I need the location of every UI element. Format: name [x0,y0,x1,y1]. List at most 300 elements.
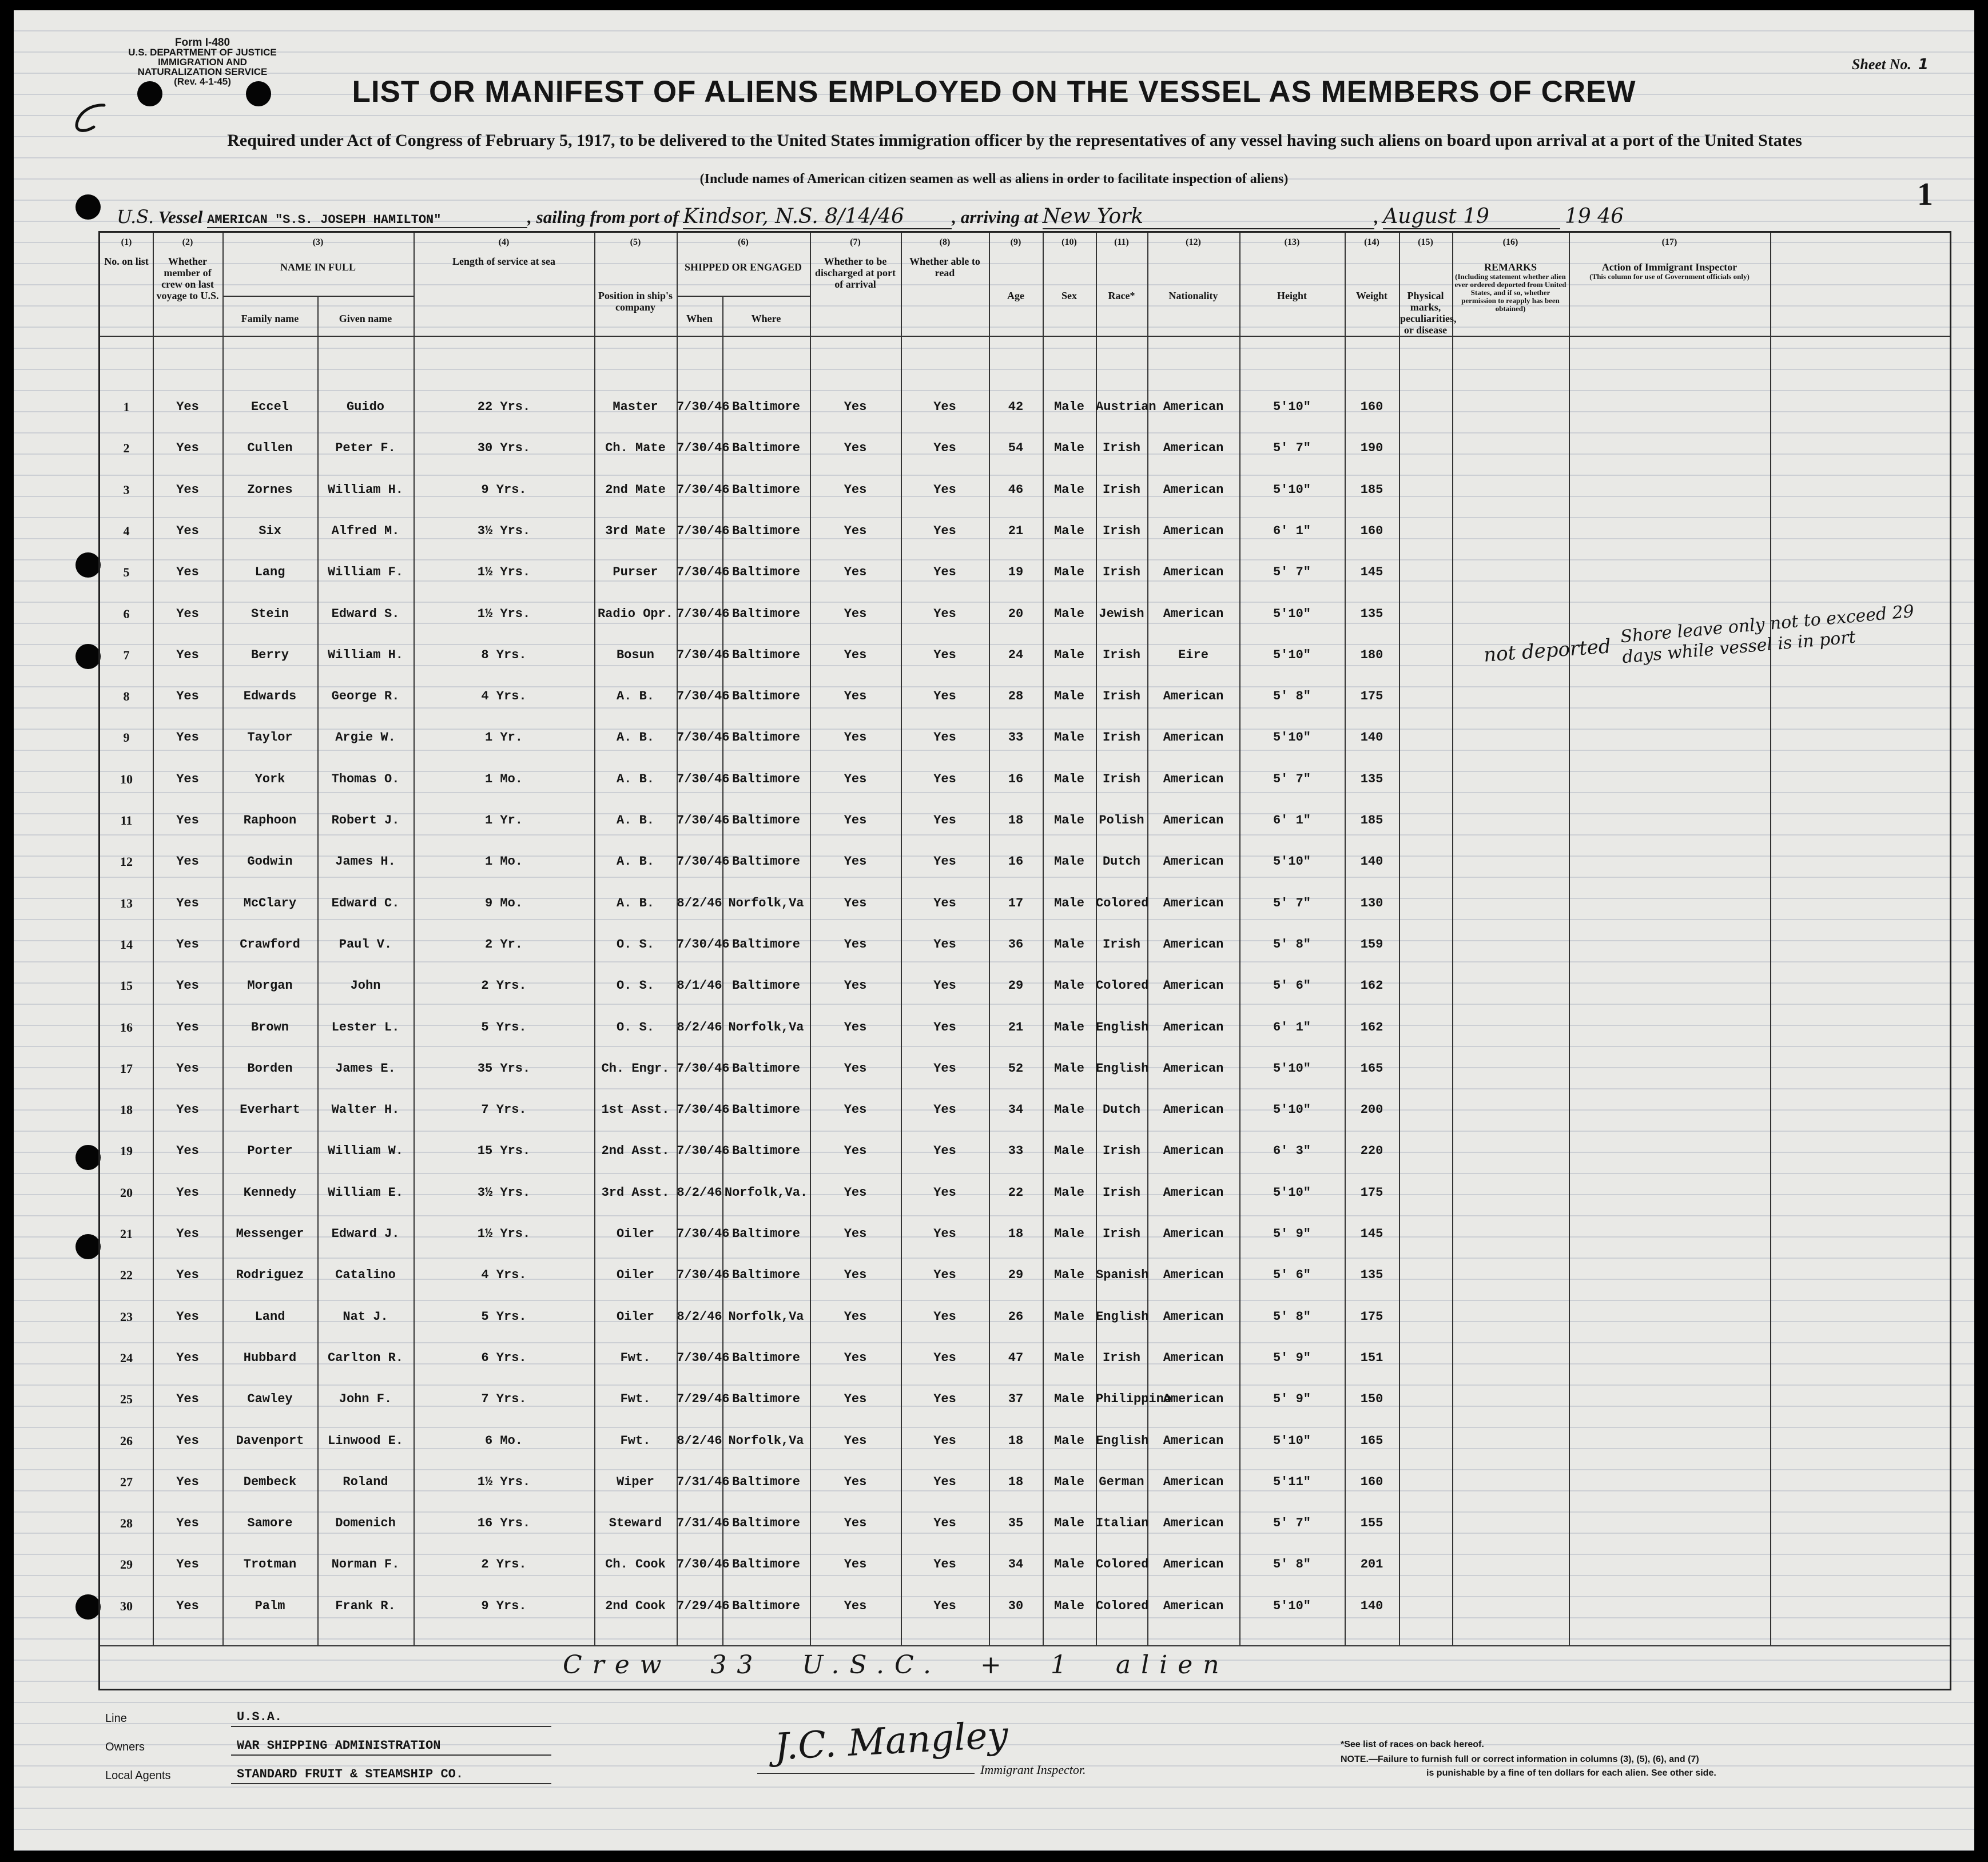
row-rule [100,1645,1950,1646]
cell-position: Fwt. [620,1350,651,1365]
column-number: (12) [1186,237,1201,247]
cell-given: William H. [327,482,404,497]
cell-age: 16 [1008,854,1024,869]
cell-position: O. S. [616,978,654,993]
page-subtitle: Required under Act of Congress of February 5, 1917, to be delivered to the United States immigration officer by the representatives of any vessel having such aliens on board upon arrival at a port of the United States [227,131,1802,150]
cell-where: Baltimore [732,1557,800,1572]
cell-where: Norfolk,Va [728,1433,804,1448]
cell-disch: Yes [844,1227,867,1241]
cell-read: Yes [933,730,956,745]
cell-race: English [1096,1020,1149,1035]
cell-where: Norfolk,Va [728,1020,804,1035]
cell-read: Yes [933,771,956,786]
cell-race: Irish [1102,565,1140,580]
cell-race: Irish [1102,1350,1140,1365]
cell-sex: Male [1054,771,1084,786]
cell-where: Baltimore [732,1598,800,1613]
cell-service: 2 Yr. [484,937,523,952]
cell-service: 2 Yrs. [481,978,527,993]
cell-given: James H. [335,854,396,869]
cell-when: 8/1/46 [677,978,722,993]
cell-sex: Male [1054,482,1084,497]
cell-disch: Yes [844,1268,867,1283]
cell-weight: 190 [1360,441,1383,456]
cell-read: Yes [933,482,956,497]
cell-height: 5' 6" [1273,1268,1311,1283]
cell-disch: Yes [844,1061,867,1076]
cell-where: Baltimore [732,647,800,662]
column-header: Physical marks, peculiarities, or disease [1400,290,1457,336]
column-number: (17) [1661,237,1677,247]
cell-height: 5' 7" [1273,896,1311,910]
divider [231,1754,551,1756]
cell-sex: Male [1054,606,1084,621]
cell-when: 7/30/46 [677,400,730,414]
column-number: (14) [1364,237,1379,247]
cell-disch: Yes [844,1309,867,1324]
cell-disch: Yes [844,565,867,580]
cell-disch: Yes [844,1433,867,1448]
cell-given: William H. [327,647,404,662]
column-number: (1) [121,237,132,247]
cell-where: Baltimore [732,441,800,456]
column-header: Whether member of crew on last voyage to U.S. [156,256,219,301]
cell-where: Baltimore [732,813,800,827]
cell-sex: Male [1054,1516,1084,1531]
cell-when: 7/30/46 [677,689,730,704]
cell-height: 6' 1" [1273,523,1311,538]
cell-age: 22 [1008,1185,1024,1200]
cell-read: Yes [933,400,956,414]
crew-table [98,231,1951,1690]
cell-where: Baltimore [732,1061,800,1076]
cell-where: Baltimore [732,1474,800,1489]
cell-family: Everhart [240,1103,300,1117]
cell-given: Paul V. [339,937,392,952]
cell-age: 35 [1008,1516,1024,1531]
cell-when: 7/30/46 [677,1227,730,1241]
cell-when: 7/30/46 [677,1557,730,1572]
cell-when: 7/29/46 [677,1392,730,1407]
cell-height: 5' 6" [1273,978,1311,993]
cell-no: 16 [120,1020,133,1035]
cell-family: Cawley [247,1392,293,1407]
cell-disch: Yes [844,1020,867,1035]
remark-shore-leave: Shore leave only not to exceed 29 days while vessel is in port [1619,601,1915,668]
cell-family: Morgan [247,978,293,993]
column-rule [1399,233,1400,1645]
cell-position: O. S. [616,937,654,952]
cell-service: 35 Yrs. [477,1061,531,1076]
vessel-name: AMERICAN "S.S. JOSEPH HAMILTON" [207,213,527,228]
cell-nat: American [1163,606,1224,621]
cell-prev: Yes [176,1227,199,1241]
cell-when: 7/30/46 [677,523,730,538]
races-note: *See list of races on back hereof. [1341,1740,1484,1749]
cell-service: 1½ Yrs. [477,565,531,580]
cell-weight: 155 [1360,1516,1383,1531]
cell-height: 5' 9" [1273,1392,1311,1407]
cell-family: Lang [255,565,285,580]
cell-given: Domenich [335,1516,396,1531]
cell-when: 7/30/46 [677,1061,730,1076]
cell-given: Guido [346,400,384,414]
cell-given: Norman F. [331,1557,400,1572]
cell-service: 3½ Yrs. [477,523,531,538]
cell-sex: Male [1054,854,1084,869]
cell-when: 8/2/46 [677,1185,722,1200]
cell-weight: 140 [1360,854,1383,869]
cell-service: 9 Mo. [484,896,523,910]
cell-prev: Yes [176,813,199,827]
cell-height: 5'10" [1273,1598,1311,1613]
cell-height: 6' 3" [1273,1144,1311,1159]
cell-prev: Yes [176,606,199,621]
cell-where: Baltimore [732,565,800,580]
cell-position: A. B. [616,689,654,704]
cell-no: 30 [120,1598,133,1613]
cell-where: Baltimore [732,1516,800,1531]
cell-sex: Male [1054,1309,1084,1324]
cell-where: Baltimore [732,400,800,414]
cell-position: Oiler [616,1227,654,1241]
punch-hole-icon [75,1234,101,1259]
cell-weight: 150 [1360,1392,1383,1407]
cell-nat: American [1163,1557,1224,1572]
cell-given: James E. [335,1061,396,1076]
cell-race: Irish [1102,647,1140,662]
cell-race: German [1099,1474,1144,1489]
column-number: (4) [498,237,510,247]
cell-weight: 165 [1360,1061,1383,1076]
column-subheader: Family name [241,313,299,324]
cell-disch: Yes [844,937,867,952]
cell-disch: Yes [844,1185,867,1200]
cell-read: Yes [933,854,956,869]
cell-age: 42 [1008,400,1024,414]
cell-when: 7/30/46 [677,647,730,662]
column-header: SHIPPED OR ENGAGED [684,261,802,273]
cell-where: Baltimore [732,771,800,786]
cell-nat: American [1163,1516,1224,1531]
cell-weight: 151 [1360,1350,1383,1365]
page-subtitle-note: (Include names of American citizen seamen as well as aliens in order to facilitate inspection of aliens) [699,172,1289,186]
cell-family: McClary [243,896,297,910]
agents-value: STANDARD FRUIT & STEAMSHIP CO. [237,1767,464,1781]
cell-read: Yes [933,1103,956,1117]
cell-height: 5' 7" [1273,1516,1311,1531]
column-number: (8) [939,237,951,247]
column-header: Height [1277,290,1307,301]
cell-disch: Yes [844,606,867,621]
cell-nat: American [1163,854,1224,869]
cell-age: 26 [1008,1309,1024,1324]
cell-sex: Male [1054,937,1084,952]
cell-no: 14 [120,937,133,952]
cell-weight: 175 [1360,1309,1383,1324]
cell-where: Norfolk,Va [728,896,804,910]
cell-nat: American [1163,1392,1224,1407]
cell-sex: Male [1054,400,1084,414]
cell-race: Philippino [1096,1392,1172,1407]
column-number: (7) [850,237,861,247]
cell-when: 8/2/46 [677,1309,722,1324]
column-header: Length of service at sea [452,256,555,267]
cell-when: 7/30/46 [677,1268,730,1283]
cell-given: Catalino [335,1268,396,1283]
cell-family: Dembeck [243,1474,297,1489]
column-header: Race* [1108,290,1135,301]
cell-no: 2 [123,441,130,456]
cell-position: A. B. [616,813,654,827]
cell-age: 34 [1008,1103,1024,1117]
cell-given: Edward J. [331,1227,400,1241]
cell-service: 4 Yrs. [481,1268,527,1283]
cell-family: Samore [247,1516,293,1531]
cell-prev: Yes [176,1516,199,1531]
cell-read: Yes [933,978,956,993]
cell-read: Yes [933,937,956,952]
cell-disch: Yes [844,1103,867,1117]
cell-service: 1½ Yrs. [477,1227,531,1241]
cell-read: Yes [933,1185,956,1200]
cell-given: John [350,978,381,993]
cell-disch: Yes [844,400,867,414]
cell-race: Colored [1096,978,1149,993]
cell-nat: American [1163,813,1224,827]
cell-read: Yes [933,813,956,827]
cell-nat: American [1163,771,1224,786]
cell-prev: Yes [176,565,199,580]
column-rule [1770,233,1771,1645]
cell-service: 9 Yrs. [481,482,527,497]
cell-family: Stein [251,606,289,621]
cell-where: Baltimore [732,937,800,952]
cell-read: Yes [933,1598,956,1613]
cell-height: 5'10" [1273,1061,1311,1076]
cell-position: Ch. Mate [605,441,666,456]
cell-race: Irish [1102,1185,1140,1200]
cell-disch: Yes [844,647,867,662]
cell-position: Steward [609,1516,662,1531]
cell-no: 7 [123,647,130,662]
punch-hole-icon [75,1145,101,1170]
cell-weight: 135 [1360,606,1383,621]
cell-given: Alfred M. [331,523,400,538]
cell-family: Taylor [247,730,293,745]
cell-sex: Male [1054,1392,1084,1407]
cell-disch: Yes [844,771,867,786]
punch-hole-icon [75,552,101,578]
cell-service: 15 Yrs. [477,1144,531,1159]
cell-age: 28 [1008,689,1024,704]
cell-read: Yes [933,1227,956,1241]
cell-service: 7 Yrs. [481,1103,527,1117]
cell-height: 5' 7" [1273,771,1311,786]
punch-hole-icon [75,1594,101,1620]
cell-family: Borden [247,1061,293,1076]
cell-when: 8/2/46 [677,1020,722,1035]
cell-prev: Yes [176,1474,199,1489]
cell-race: Irish [1102,1227,1140,1241]
punch-hole-icon [75,194,101,220]
cell-disch: Yes [844,482,867,497]
cell-no: 1 [123,400,130,414]
cell-age: 20 [1008,606,1024,621]
cell-race: Irish [1102,937,1140,952]
cell-sex: Male [1054,1185,1084,1200]
signature-line [757,1773,975,1774]
cell-prev: Yes [176,1392,199,1407]
cell-read: Yes [933,1268,956,1283]
cell-family: Six [259,523,281,538]
cell-nat: American [1163,1185,1224,1200]
cell-sex: Male [1054,896,1084,910]
cell-when: 7/30/46 [677,1350,730,1365]
cell-service: 1 Yr. [484,813,523,827]
cell-prev: Yes [176,730,199,745]
cell-sex: Male [1054,647,1084,662]
cell-weight: 200 [1360,1103,1383,1117]
cell-position: A. B. [616,896,654,910]
cell-prev: Yes [176,1309,199,1324]
cell-age: 19 [1008,565,1024,580]
cell-sex: Male [1054,689,1084,704]
cell-when: 7/30/46 [677,606,730,621]
cell-nat: American [1163,1474,1224,1489]
cell-position: Oiler [616,1268,654,1283]
cell-race: Colored [1096,1557,1149,1572]
cell-height: 5'10" [1273,482,1311,497]
column-subheader: Given name [339,313,392,324]
cell-height: 5'10" [1273,606,1311,621]
cell-service: 1½ Yrs. [477,606,531,621]
cell-nat: American [1163,1144,1224,1159]
cell-weight: 140 [1360,730,1383,745]
cell-weight: 160 [1360,1474,1383,1489]
arriving-port: New York [1043,205,1374,229]
cell-nat: American [1163,1020,1224,1035]
cell-position: 3rd Asst. [601,1185,670,1200]
cell-no: 26 [120,1433,133,1448]
cell-nat: American [1163,978,1224,993]
cell-height: 6' 1" [1273,1020,1311,1035]
cell-no: 9 [123,730,130,745]
cell-prev: Yes [176,1020,199,1035]
page-mark: 1 [1917,177,1933,212]
cell-sex: Male [1054,1350,1084,1365]
cell-no: 12 [120,854,133,869]
cell-service: 8 Yrs. [481,647,527,662]
crew-total-note: Crew 33 U.S.C. + 1 alien [563,1650,1230,1680]
cell-sex: Male [1054,1020,1084,1035]
cell-race: Irish [1102,523,1140,538]
cell-prev: Yes [176,441,199,456]
cell-disch: Yes [844,730,867,745]
manifest-sheet [14,10,1974,1851]
cell-position: O. S. [616,1020,654,1035]
cell-prev: Yes [176,1433,199,1448]
cell-read: Yes [933,441,956,456]
cell-family: Kennedy [243,1185,297,1200]
cell-weight: 201 [1360,1557,1383,1572]
cell-prev: Yes [176,647,199,662]
column-header: Age [1007,290,1024,301]
cell-prev: Yes [176,1268,199,1283]
cell-family: Davenport [236,1433,304,1448]
cell-no: 29 [120,1557,133,1572]
cell-no: 28 [120,1516,133,1531]
form-identifier: Form I-480 U.S. DEPARTMENT OF JUSTICE IMMIGRATION AND NATURALIZATION SERVICE (Rev. 4-1-45) [128,37,277,87]
cell-race: English [1096,1061,1149,1076]
inspector-label: Immigrant Inspector. [980,1762,1086,1777]
cell-prev: Yes [176,400,199,414]
cell-weight: 175 [1360,1185,1383,1200]
cell-read: Yes [933,1474,956,1489]
cell-prev: Yes [176,482,199,497]
cell-service: 3½ Yrs. [477,1185,531,1200]
cell-prev: Yes [176,523,199,538]
cell-position: Radio Opr. [597,606,674,621]
cell-no: 25 [120,1392,133,1407]
column-number: (10) [1061,237,1077,247]
cell-prev: Yes [176,937,199,952]
cell-read: Yes [933,1309,956,1324]
cell-sex: Male [1054,813,1084,827]
cell-disch: Yes [844,689,867,704]
cell-no: 10 [120,771,133,786]
cell-service: 1 Mo. [484,854,523,869]
cell-read: Yes [933,1557,956,1572]
cell-where: Norfolk,Va. [724,1185,808,1200]
cell-height: 5' 8" [1273,1309,1311,1324]
cell-disch: Yes [844,1144,867,1159]
cell-prev: Yes [176,1185,199,1200]
cell-service: 7 Yrs. [481,1392,527,1407]
cell-when: 8/2/46 [677,1433,722,1448]
cell-given: Argie W. [335,730,396,745]
cell-height: 5' 8" [1273,1557,1311,1572]
column-header: Position in ship's company [598,290,673,313]
cell-position: 2nd Mate [605,482,666,497]
column-number: (9) [1010,237,1021,247]
cell-age: 37 [1008,1392,1024,1407]
cell-race: Colored [1096,896,1149,910]
remark-not-deported: not deported [1482,635,1612,667]
column-header: No. on list [104,256,149,267]
divider [231,1783,551,1784]
cell-nat: Eire [1178,647,1208,662]
cell-age: 29 [1008,1268,1024,1283]
cell-no: 6 [123,606,130,621]
cell-weight: 160 [1360,400,1383,414]
cell-no: 20 [120,1185,133,1200]
cell-position: 2nd Cook [605,1598,666,1613]
cell-service: 1 Yr. [484,730,523,745]
cell-nat: American [1163,1061,1224,1076]
cell-read: Yes [933,1020,956,1035]
cell-family: York [255,771,285,786]
column-number: (15) [1418,237,1433,247]
column-header: Whether able to read [909,256,980,278]
cell-height: 5' 8" [1273,689,1311,704]
cell-race: Irish [1102,730,1140,745]
cell-weight: 175 [1360,689,1383,704]
cell-read: Yes [933,523,956,538]
cell-no: 21 [120,1227,133,1241]
cell-sex: Male [1054,1433,1084,1448]
cell-weight: 162 [1360,978,1383,993]
